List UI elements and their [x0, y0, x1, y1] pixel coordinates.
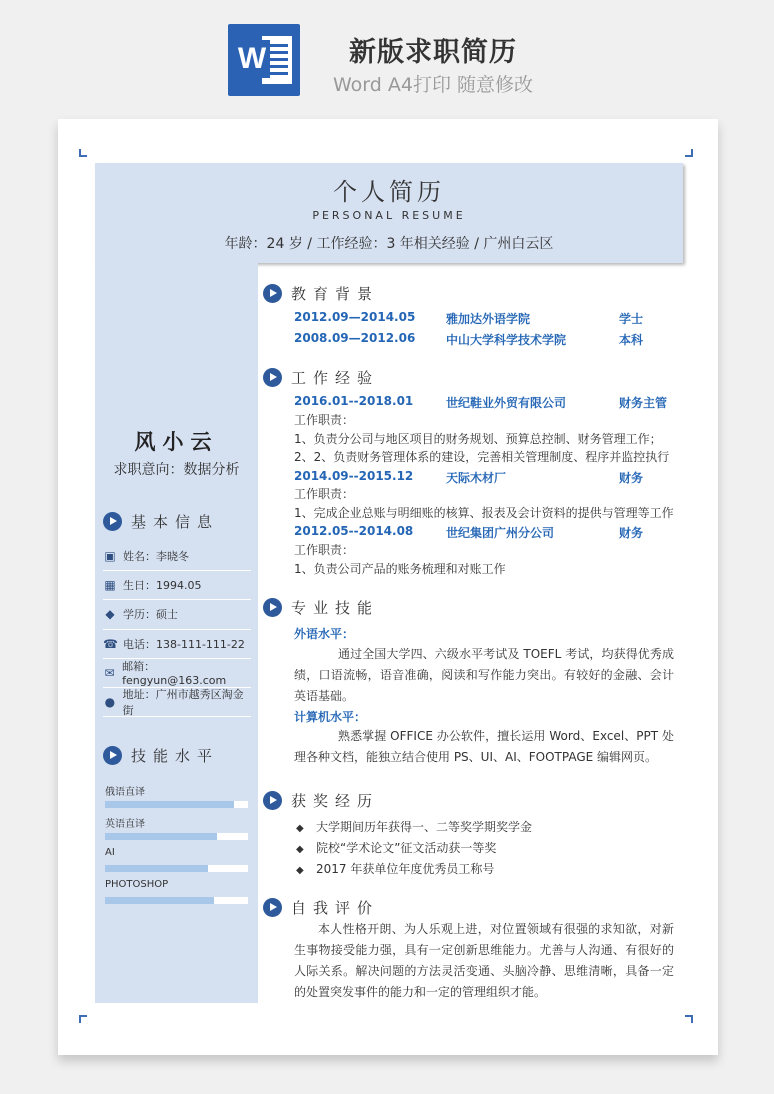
- skill-item: PHOTOSHOP: [105, 879, 248, 904]
- language-label: 外语水平：: [294, 627, 355, 641]
- diamond-bullet-icon: ◆: [296, 865, 304, 876]
- user-card-icon: ▣: [104, 549, 116, 564]
- job-row: 2014.09--2015.12 天际木材厂 财务: [294, 469, 644, 485]
- header-info: 年龄：24 岁 / 工作经验：3 年相关经验 / 广州白云区: [224, 236, 554, 252]
- diamond-bullet-icon: ◆: [296, 844, 304, 855]
- section-basic-info: 基本信息: [103, 511, 219, 532]
- sidebar: [95, 263, 258, 1003]
- location-icon: ●: [104, 695, 116, 710]
- skill-bar: [105, 865, 248, 872]
- resume-title: 个人简历: [333, 178, 445, 206]
- play-circle-icon: [263, 368, 282, 387]
- section-education: 教育背景: [263, 283, 379, 304]
- diamond-bullet-icon: ◆: [296, 823, 304, 834]
- section-self-evaluation: 自我评价: [263, 897, 379, 918]
- info-education: ◆ 学历：硕士: [103, 600, 251, 629]
- play-circle-icon: [103, 746, 122, 765]
- self-evaluation-text: 本人性格开朗、为人乐观上进，对位置领域有很强的求知欲，对新生事物接受能力强，具有一定创新思维能力。尤善与人沟通、有很好的人际关系。解决问题的方法灵活变通、头脑冷静、思维清晰，具备一定的处置突发事件的能力和一定的管理组织才能。: [294, 922, 674, 999]
- main-content: [258, 263, 683, 1003]
- education-row: 2008.09—2012.06 中山大学科学技术学院 本科: [294, 331, 644, 347]
- play-circle-icon: [263, 284, 282, 303]
- job-duties: 工作职责： 1、负责分公司与地区项目的财务规划、预算总控制、财务管理工作； 2、2、负责财务管理体系的建设，完善相关管理制度、程序并监控执行: [294, 413, 670, 464]
- crop-mark: [79, 1015, 87, 1023]
- language-text: 通过全国大学四、六级水平考试及 TOEFL 考试，均获得优秀成绩，口语流畅，语音准确，阅读和写作能力突出。有较好的金融、会计英语基础。: [294, 647, 674, 703]
- banner-subtitle: Word A4打印 随意修改: [332, 74, 533, 96]
- job-row: 2012.05--2014.08 世纪集团广州分公司 财务: [294, 524, 644, 540]
- job-intent: 求职意向：数据分析: [113, 462, 240, 478]
- computer-text: 熟悉掌握 OFFICE 办公软件，擅长运用 Word、Excel、PPT 处理各种文档，能独立结合使用 PS、UI、AI、FOOTPAGE 编辑网页。: [294, 729, 674, 764]
- info-address: ● 地址：广州市越秀区淘金街: [103, 688, 251, 717]
- education-row: 2012.09—2014.05 雅加达外语学院 学士: [294, 310, 644, 326]
- job-duties: 工作职责： 1、负责公司产品的账务梳理和对账工作: [294, 543, 506, 576]
- info-name: ▣ 姓名：李晓冬: [103, 542, 251, 571]
- skill-bar: [105, 833, 248, 840]
- award-item: ◆ 大学期间历年获得一、二等奖学期奖学金: [296, 820, 533, 834]
- job-row: 2016.01--2018.01 世纪鞋业外贸有限公司 财务主管: [294, 394, 668, 410]
- resume-header: [95, 163, 683, 263]
- skill-bar: [105, 897, 248, 904]
- crop-mark: [685, 1015, 693, 1023]
- play-circle-icon: [263, 898, 282, 917]
- banner-title: 新版求职简历: [349, 37, 517, 68]
- job-duties: 工作职责： 1、完成企业总账与明细账的核算、报表及会计资料的提供与管理等工作: [294, 487, 674, 520]
- skill-item: 俄语直译: [105, 783, 248, 808]
- basic-info-list: [103, 542, 251, 717]
- section-awards: 获奖经历: [263, 790, 379, 811]
- play-circle-icon: [263, 598, 282, 617]
- award-item: ◆ 2017 年获单位年度优秀员工称号: [296, 862, 495, 876]
- calendar-icon: ▦: [104, 578, 116, 593]
- resume-subtitle: PERSONAL RESUME: [312, 209, 466, 222]
- banner: [0, 0, 774, 118]
- info-email: ✉ 邮箱：fengyun@163.com: [103, 659, 251, 688]
- computer-label: 计算机水平：: [294, 710, 367, 724]
- mail-icon: ✉: [104, 665, 115, 680]
- section-work: 工作经验: [263, 367, 379, 388]
- crop-mark: [685, 149, 693, 157]
- skill-bar: [105, 801, 248, 808]
- section-skill-level: 技能水平: [103, 745, 219, 766]
- section-professional: 专业技能: [263, 597, 379, 618]
- play-circle-icon: [103, 512, 122, 531]
- candidate-name: 风小云: [134, 430, 219, 454]
- crop-mark: [79, 149, 87, 157]
- play-circle-icon: [263, 791, 282, 810]
- skill-item: AI: [105, 847, 248, 872]
- info-phone: ☎ 电话：138-111-111-22: [103, 630, 251, 659]
- skill-item: 英语直译: [105, 815, 248, 840]
- graduation-cap-icon: ◆: [105, 607, 115, 622]
- phone-icon: ☎: [103, 636, 118, 651]
- info-birthday: ▦ 生日：1994.05: [103, 571, 251, 600]
- award-item: ◆ 院校“学术论文”征文活动获一等奖: [296, 841, 497, 855]
- resume-page: [58, 119, 718, 1055]
- word-logo-icon: W: [228, 24, 300, 96]
